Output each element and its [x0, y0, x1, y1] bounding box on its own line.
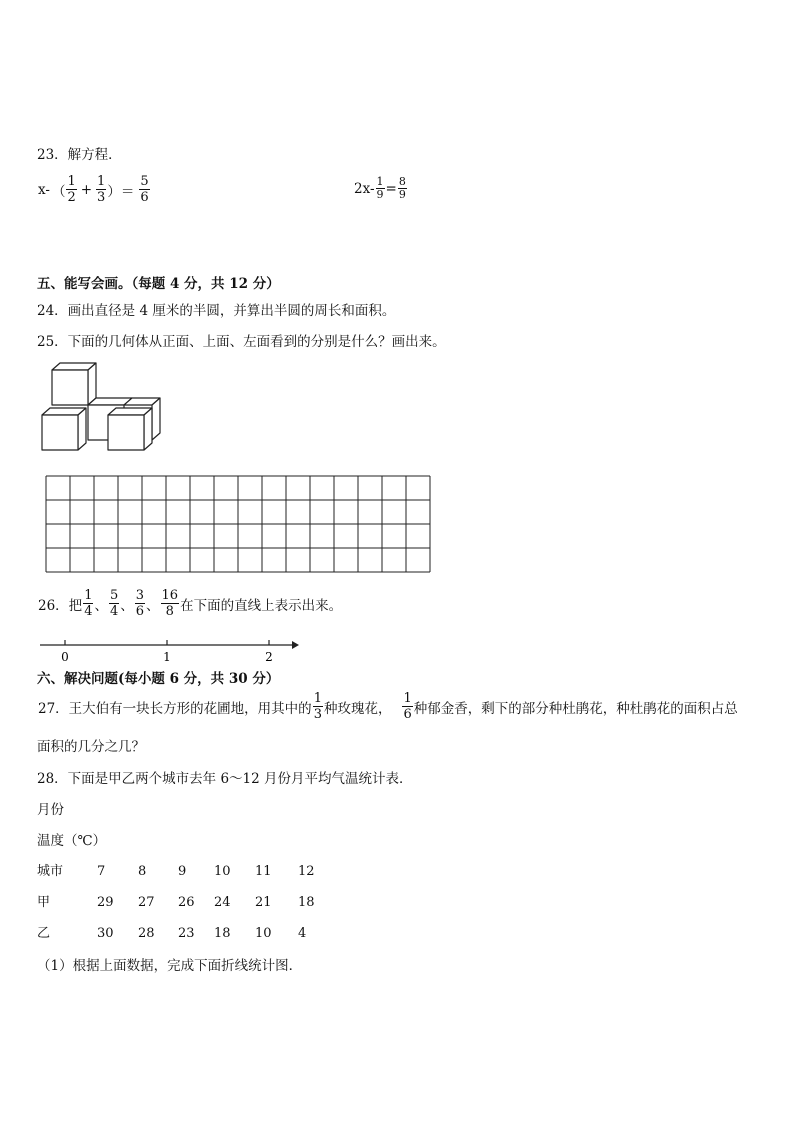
- q27-pre: 27．王大伯有一块长方形的花圃地，用其中的: [38, 700, 312, 717]
- eq2-fraction: [376, 176, 385, 201]
- city-label: 城市: [37, 864, 64, 879]
- q27-post: 种郁金香，剩下的部分种杜鹃花，种杜鹃花的面积占总: [413, 700, 738, 717]
- frac-num: 16: [161, 588, 179, 603]
- q27-mid: 种玫瑰花，: [323, 700, 392, 717]
- month-cell: 12: [298, 864, 315, 879]
- frac-den: 2: [67, 190, 76, 205]
- eq1-fraction-1: [66, 174, 76, 205]
- jia-cell: 29: [97, 895, 114, 910]
- q26-fraction-2: [109, 588, 119, 619]
- eq1-fraction-2: [96, 174, 106, 205]
- temp-label: 温度（℃）: [37, 833, 107, 849]
- frac-den: 9: [398, 188, 406, 201]
- jia-cell: 26: [178, 895, 195, 910]
- eq1-lparen: （: [51, 183, 66, 200]
- q26-pre: 26．把: [38, 597, 83, 614]
- frac-den: 9: [376, 188, 384, 201]
- eq1-plus: +: [80, 181, 93, 198]
- yi-cell: 23: [178, 926, 195, 941]
- frac-den: 8: [165, 604, 174, 619]
- tick-label-1: 1: [163, 650, 171, 664]
- frac-den: 6: [135, 604, 145, 619]
- frac-den: 4: [84, 604, 93, 619]
- q26-post: 在下面的直线上表示出来。: [180, 597, 343, 614]
- yi-cell: 28: [138, 926, 155, 941]
- q27-line-2: 面积的几分之几？: [37, 739, 145, 755]
- jia-cell: 24: [214, 895, 231, 910]
- eq2-rhs-fraction: [398, 176, 407, 201]
- q27-line-1: [37, 691, 739, 722]
- q24-text: 24．画出直径是 4 厘米的半圆，并算出半圆的周长和面积。: [37, 303, 396, 319]
- number-line-arrow: [292, 641, 299, 649]
- eq1-rparen: ）＝: [107, 183, 135, 200]
- q23-label: 23．解方程．: [37, 147, 122, 163]
- jia-label: 甲: [37, 895, 51, 910]
- frac-den: 3: [97, 190, 106, 205]
- month-cell: 9: [178, 864, 187, 879]
- frac-den: 3: [313, 707, 322, 722]
- frac-num: 1: [84, 588, 93, 603]
- eq1-rhs-fraction: [139, 174, 149, 205]
- month-cell: 10: [214, 864, 231, 879]
- section-5-title: 五、能写会画。（每题 4 分，共 12 分）: [37, 276, 280, 292]
- q23-equation-2: [353, 176, 407, 201]
- q25-text: 25．下面的几何体从正面、上面、左面看到的分别是什么？画出来。: [37, 334, 446, 350]
- tick-label-0: 0: [61, 650, 69, 664]
- q26-sep: 、: [94, 597, 108, 614]
- jia-cell: 27: [138, 895, 155, 910]
- eq1-x: x-: [38, 181, 50, 198]
- q26-fraction-3: [135, 588, 145, 619]
- month-cell: 11: [255, 864, 272, 879]
- frac-den: 4: [109, 604, 119, 619]
- frac-num: 1: [67, 174, 76, 189]
- yi-cell: 18: [214, 926, 231, 941]
- month-label: 月份: [37, 802, 64, 818]
- temperature-table: [37, 863, 337, 953]
- q28-sub1: （1）根据上面数据，完成下面折线统计图．: [37, 958, 303, 974]
- q27-fraction-1: [313, 691, 323, 722]
- frac-num: 1: [97, 174, 106, 189]
- frac-num: 1: [376, 175, 384, 188]
- yi-cell: 30: [97, 926, 114, 941]
- q28-text: 28．下面是甲乙两个城市去年 6～12 月份月平均气温统计表．: [37, 771, 413, 787]
- number-line: [38, 636, 300, 664]
- yi-cell: 10: [255, 926, 272, 941]
- q27-fraction-2: [402, 691, 412, 722]
- frac-num: 5: [140, 174, 149, 189]
- frac-den: 6: [403, 707, 412, 722]
- frac-num: 3: [135, 588, 145, 603]
- q23-equation-1: [37, 174, 150, 205]
- yi-cell: 4: [298, 926, 307, 941]
- month-cell: 7: [97, 864, 106, 879]
- section-6-title: 六、解决问题(每小题 6 分，共 30 分）: [37, 671, 280, 687]
- frac-den: 6: [140, 190, 149, 205]
- q26-line: [37, 588, 343, 619]
- month-cell: 8: [138, 864, 147, 879]
- yi-label: 乙: [37, 926, 51, 941]
- drawing-grid[interactable]: [45, 475, 431, 573]
- tick-label-2: 2: [265, 650, 273, 664]
- eq2-equals: =: [385, 180, 397, 197]
- q26-fraction-4: [161, 588, 180, 619]
- jia-cell: 21: [255, 895, 272, 910]
- frac-num: 1: [313, 691, 322, 706]
- q26-sep: 、: [146, 597, 160, 614]
- cube-figure: [38, 362, 168, 456]
- jia-cell: 18: [298, 895, 315, 910]
- frac-num: 1: [403, 691, 412, 706]
- frac-num: 8: [398, 175, 406, 188]
- q26-sep: 、: [120, 597, 134, 614]
- frac-num: 5: [109, 588, 119, 603]
- q26-fraction-1: [83, 588, 93, 619]
- eq2-lhs: 2x-: [354, 180, 375, 197]
